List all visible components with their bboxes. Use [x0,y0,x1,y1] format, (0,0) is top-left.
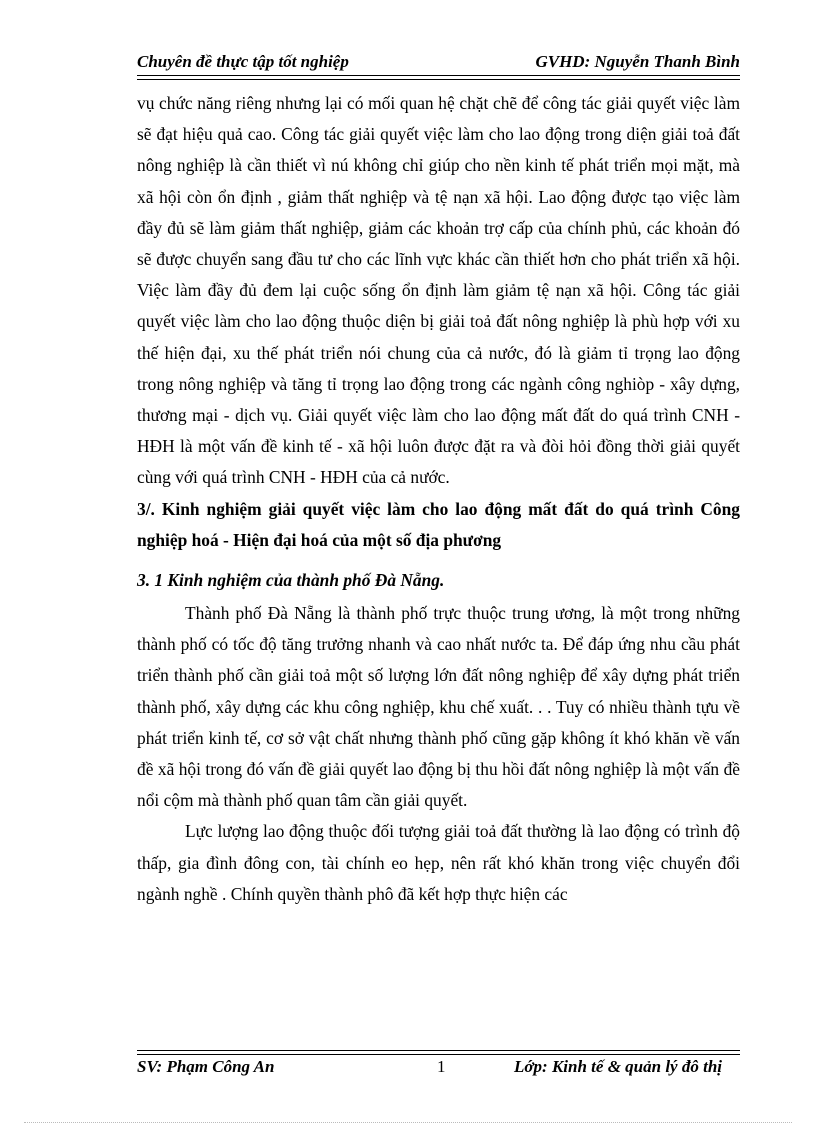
page-header [137,50,740,74]
header-supervisor: GVHD: Nguyễn Thanh Bình [535,52,740,71]
footer-page-number: 1 [437,1057,446,1076]
paragraph-continued: vụ chức năng riêng nhưng lại có mối quan hệ chặt chẽ để công tác giải quyết việc làm sẽ đạt hiệu quả cao. Công tác giải quyết việc làm cho lao động trong diện giải toả đất nông nghiệp là cần thiết vì nú không chỉ giúp cho nền kinh tế phát triển mọi mặt, mà xã hội còn ổn định , giảm thất nghiệp và tệ nạn xã hội. Lao động được tạo việc làm đầy đủ sẽ làm giảm thất nghiệp, giảm các khoản trợ cấp của chính phủ, các khoản đó sẽ được chuyển sang đầu tư cho các lĩnh vực khác cần thiết hơn cho phát triển xã hội. Việc làm đầy đủ đem lại cuộc sống ổn định làm giảm tệ nạn xã hội. Công tác giải quyết việc làm cho lao động thuộc diện bị giải toả đất nông nghiệp là phù hợp với xu thế hiện đại, xu thế phát triển nói chung của cả nước, đó là giảm tỉ trọng lao động trong nông nghiệp và tăng tỉ trọng lao động trong các ngành công nghiòp - xây dựng, thương mại - dịch vụ. Giải quyết việc làm cho lao động mất đất do quá trình CNH - HĐH là một vấn đề kinh tế - xã hội luôn được đặt ra và đòi hỏi đồng thời giải quyết cùng với quá trình CNH - HĐH của cả nước. [137,93,740,488]
footer-student-name: SV: Phạm Công An [137,1057,275,1076]
paragraph-da-nang-intro: Thành phố Đà Nẵng là thành phố trực thuộc trung ương, là một trong những thành phố có tốc độ tăng trưởng nhanh và cao nhất nước ta. Để đáp ứng nhu cầu phát triển thành phố cần giải toả một số lượng lớn đất nông nghiệp để xây dựng phát triển thành phố, xây dựng các khu công nghiệp, khu chế xuất. . . Tuy có nhiều thành tựu về phát triển kinh tế, cơ sở vật chất nhưng thành phố cũng gặp không ít khó khăn về vấn đề xã hội trong đó vấn đề giải quyết lao động bị thu hồi đất nông nghiệp là một vấn đề nổi cộm mà thành phố quan tâm cần giải quyết. [137,603,740,811]
section-heading-3: 3/. Kinh nghiệm giải quyết việc làm cho lao động mất đất do quá trình Công nghiệp hoá - Hiện đại hoá của một số địa phương [137,498,740,550]
header-course-title: Chuyên đề thực tập tốt nghiệp [137,52,349,71]
footer-class-name: Lớp: Kinh tế & quản lý đô thị [514,1057,722,1076]
paragraph-labor-force: Lực lượng lao động thuộc đối tượng giải toả đất thường là lao động có trình độ thấp, gia đình đông con, tài chính eo hẹp, nên rất khó khăn trong việc chuyển đổi ngành nghề . Chính quyền thành phô đã kết hợp thực hiện các [137,821,740,904]
page-footer [137,1054,740,1080]
subsection-heading-3-1: 3. 1 Kinh nghiệm của thành phố Đà Nẵng. [137,570,445,591]
page-content [137,88,740,910]
header-divider [137,75,740,80]
